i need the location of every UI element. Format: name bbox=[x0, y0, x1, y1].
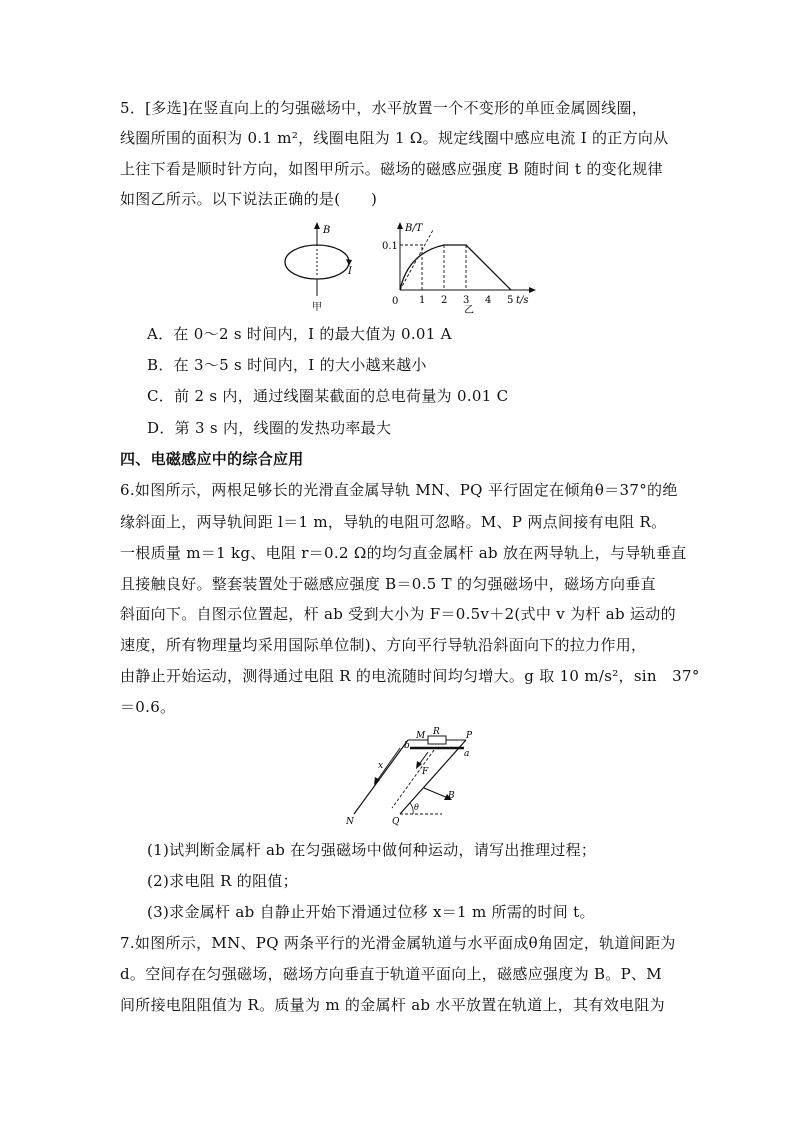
x-tick-2: 2 bbox=[441, 295, 448, 306]
q7-line-2: d。空间存在匀强磁场，磁场方向垂直于轨道平面向上，磁感应强度为 B。P、M bbox=[120, 965, 662, 983]
y-tick-label: 0.1 bbox=[382, 241, 398, 252]
x-tick-1: 1 bbox=[419, 295, 426, 306]
figure-jia bbox=[276, 218, 366, 318]
q6-sub-1: (1)试判断金属杆 ab 在匀强磁场中做何种运动，请写出推理过程； bbox=[147, 841, 597, 859]
x-tick-4: 4 bbox=[485, 295, 492, 306]
x-tick-3: 3 bbox=[463, 295, 470, 306]
angle-arc bbox=[410, 803, 413, 814]
caption-yi: 乙 bbox=[464, 305, 474, 314]
b-t-curve bbox=[400, 245, 511, 290]
label-I: I bbox=[348, 266, 352, 277]
tangent-line bbox=[400, 230, 433, 290]
x-tick-5: 5 bbox=[507, 295, 514, 306]
label-x: x bbox=[378, 761, 384, 771]
x-axis-label: t/s bbox=[516, 295, 529, 306]
y-axis-label: B/T bbox=[405, 223, 423, 234]
q6-sub-3: (3)求金属杆 ab 自静止开始下滑通过位移 x＝1 m 所需的时间 t。 bbox=[147, 903, 595, 921]
label-F: F bbox=[422, 767, 429, 777]
x-axis-arrow bbox=[529, 287, 536, 293]
q6-line-8: ＝0.6。 bbox=[120, 698, 176, 716]
q7-line-1: 7.如图所示，MN、PQ 两条平行的光滑金属轨道与水平面成θ角固定，轨道间距为 bbox=[120, 934, 676, 952]
label-a: a bbox=[464, 749, 470, 759]
q5-option-b: B．在 3～5 s 时间内，I 的大小越来越小 bbox=[147, 356, 427, 374]
q5-line-1: 5．[多选]在竖直向上的匀强磁场中，水平放置一个不变形的单匝金属圆线圈， bbox=[120, 99, 648, 117]
q5-option-c: C．前 2 s 内，通过线圈某截面的总电荷量为 0.01 C bbox=[147, 387, 509, 405]
label-theta: θ bbox=[414, 803, 419, 812]
q5-option-a: A．在 0～2 s 时间内，I 的最大值为 0.01 A bbox=[147, 325, 452, 343]
field-arrow-head bbox=[314, 222, 320, 229]
q5-line-2: 线圈所围的面积为 0.1 m²，线圈电阻为 1 Ω。规定线圈中感应电流 I 的正方向从 bbox=[120, 129, 669, 147]
label-B-field: B bbox=[448, 791, 455, 801]
label-Q: Q bbox=[392, 817, 400, 827]
q7-line-3: 间所接电阻阻值为 R。质量为 m 的金属杆 ab 水平放置在轨道上，其有效电阻为 bbox=[120, 996, 665, 1014]
rail-MN bbox=[354, 740, 408, 814]
q5-line-3: 上往下看是顺时针方向，如图甲所示。磁场的磁感应强度 B 随时间 t 的变化规律 bbox=[120, 160, 663, 178]
q6-line-5: 斜面向下。自图示位置起，杆 ab 受到大小为 F＝0.5v＋2(式中 v 为杆 ab 运动的 bbox=[120, 605, 676, 623]
label-R: R bbox=[433, 727, 440, 737]
q6-line-2: 缘斜面上，两导轨间距 l＝1 m，导轨的电阻可忽略。M、P 两点间接有电阻 R。 bbox=[120, 513, 667, 531]
label-N: N bbox=[346, 817, 354, 827]
q6-line-4: 且接触良好。整套装置处于磁感应强度 B＝0.5 T 的匀强磁场中，磁场方向垂直 bbox=[120, 575, 656, 593]
label-B: B bbox=[323, 225, 331, 236]
field-B-line bbox=[424, 788, 448, 798]
q5-option-d: D．第 3 s 内，线圈的发热功率最大 bbox=[147, 419, 392, 437]
q6-line-1: 6.如图所示，两根足够长的光滑直金属导轨 MN、PQ 平行固定在倾角θ＝37°的绝 bbox=[120, 481, 678, 499]
caption-jia: 甲 bbox=[312, 302, 322, 313]
label-M: M bbox=[416, 731, 426, 741]
resistor-R bbox=[428, 736, 446, 744]
y-axis-arrow bbox=[397, 222, 403, 229]
label-P: P bbox=[466, 731, 473, 741]
origin-label: 0 bbox=[392, 296, 399, 307]
label-b: b bbox=[404, 741, 410, 751]
q5-line-4: 如图乙所示。以下说法正确的是( ) bbox=[120, 190, 378, 208]
q6-line-3: 一根质量 m＝1 kg、电阻 r＝0.2 Ω的均匀直金属杆 ab 放在两导轨上，与导轨垂直 bbox=[120, 544, 687, 562]
q6-line-6: 速度，所有物理量均采用国际单位制)、方向平行导轨沿斜面向下的拉力作用， bbox=[120, 636, 647, 654]
figure-yi bbox=[378, 218, 538, 314]
q6-line-7: 由静止开始运动，测得通过电阻 R 的电流随时间均匀增大。g 取 10 m/s²，sin 37° bbox=[120, 667, 700, 685]
figure-rails bbox=[338, 726, 488, 832]
q6-sub-2: (2)求电阻 R 的阻值； bbox=[147, 872, 298, 890]
section-heading: 四、电磁感应中的综合应用 bbox=[120, 450, 304, 468]
current-arrow bbox=[346, 259, 352, 266]
